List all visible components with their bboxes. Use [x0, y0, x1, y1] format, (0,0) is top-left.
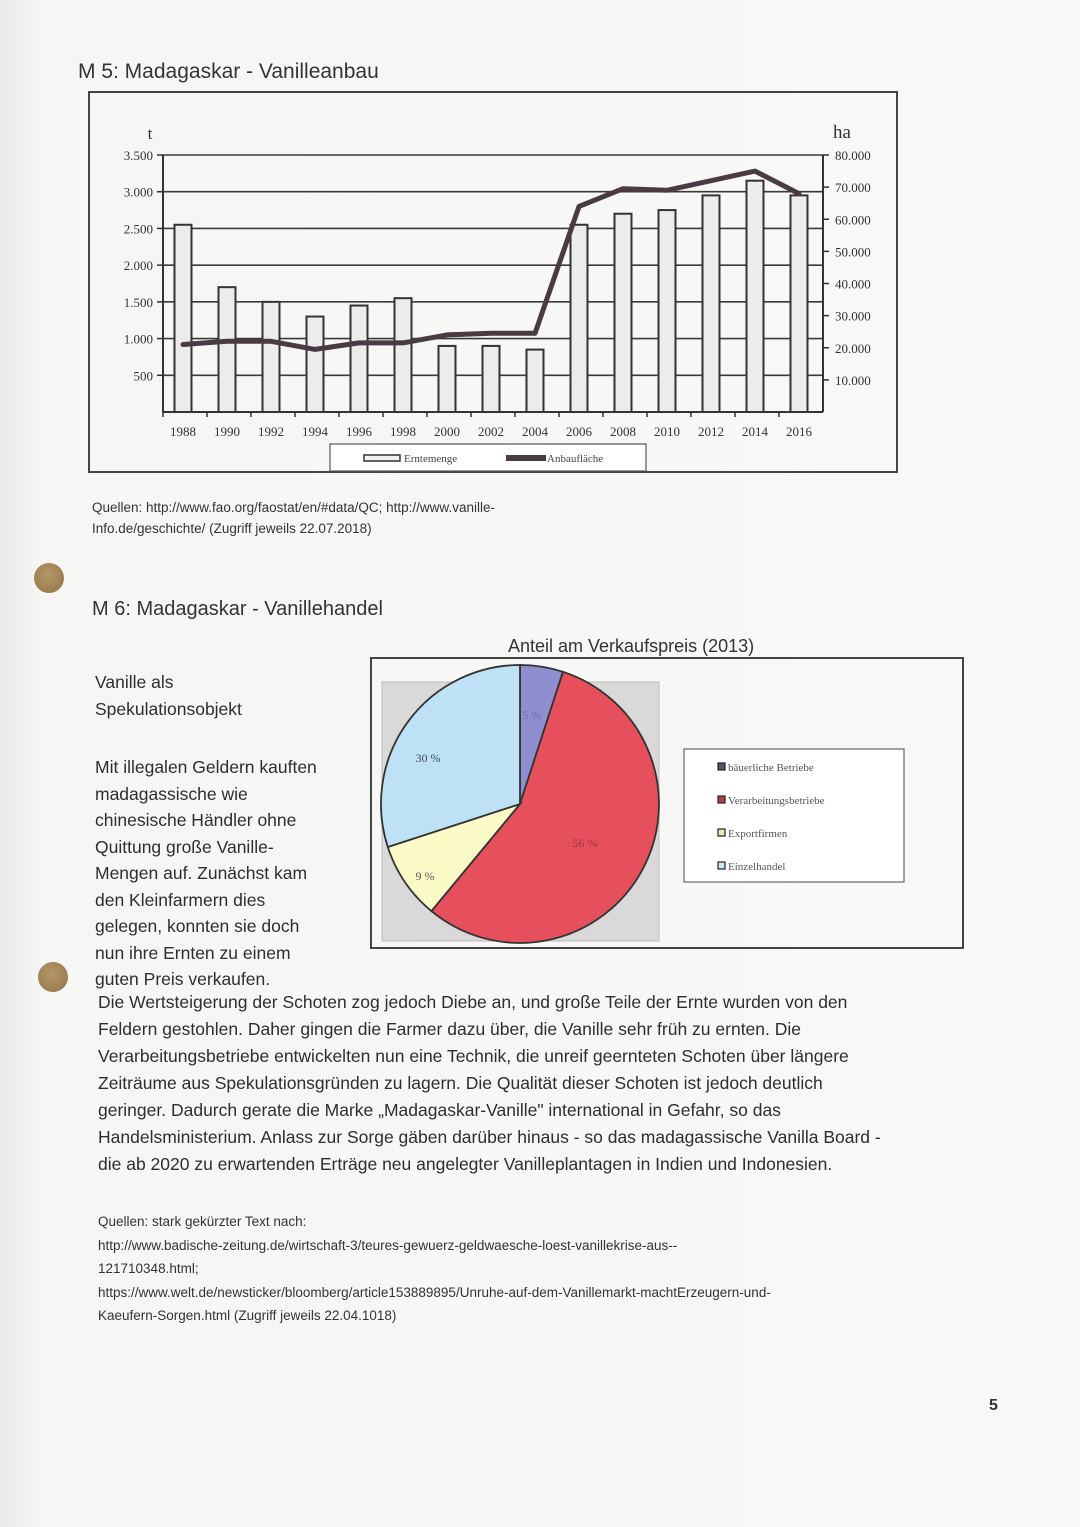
harvest-bar	[307, 317, 324, 412]
harvest-bar	[439, 346, 456, 412]
svg-text:500: 500	[133, 368, 153, 384]
svg-text:Exportfirmen: Exportfirmen	[728, 828, 788, 840]
svg-text:2014: 2014	[742, 424, 768, 439]
pie-chart-title: Anteil am Verkaufspreis (2013)	[508, 636, 755, 656]
svg-text:2010: 2010	[654, 424, 680, 439]
svg-text:2000: 2000	[434, 424, 460, 439]
source-line: 121710348.html;	[98, 1261, 199, 1276]
punch-hole	[38, 962, 68, 992]
harvest-bar	[703, 195, 720, 412]
svg-text:1998: 1998	[390, 424, 416, 439]
svg-text:Erntemenge: Erntemenge	[404, 453, 458, 465]
harvest-bar	[571, 225, 588, 412]
harvest-bar	[263, 302, 280, 412]
m6-title: M 6: Madagaskar - Vanillehandel	[92, 598, 383, 620]
svg-text:2002: 2002	[478, 424, 504, 439]
side-text-line: Mengen auf. Zunächst kam	[95, 863, 308, 883]
side-text-line: Quittung große Vanille-	[95, 836, 274, 857]
svg-text:60.000: 60.000	[835, 212, 871, 228]
svg-text:50.000: 50.000	[835, 244, 871, 260]
svg-text:10.000: 10.000	[835, 372, 871, 388]
pie-legend	[684, 749, 904, 882]
source-line: Kaeufern-Sorgen.html (Zugriff jeweils 22.04.1018)	[98, 1308, 397, 1323]
body-text-line: Handelsministerium. Anlass zur Sorge gäben darüber hinaus - so das madagassische Vanilla Board -	[98, 1127, 881, 1147]
source-line: https://www.welt.de/newsticker/bloomberg/article153889895/Unruhe-auf-dem-Vanillemarkt-machtErzeugern-und-	[98, 1284, 771, 1300]
side-text-line: nun ihre Ernten zu einem	[95, 942, 291, 963]
harvest-bar	[791, 195, 808, 412]
side-text-line: den Kleinfarmern dies	[95, 889, 266, 910]
m6-subtitle-line: Spekulationsobjekt	[95, 698, 242, 719]
svg-text:1990: 1990	[214, 424, 240, 439]
side-text-line: Mit illegalen Geldern kauften	[95, 757, 317, 777]
body-text-line: Die Wertsteigerung der Schoten zog jedoch Diebe an, und große Teile der Ernte wurden von den	[98, 992, 848, 1012]
svg-text:1988: 1988	[170, 424, 196, 439]
m6-subtitle-line: Vanille als	[95, 672, 174, 692]
svg-text:2004: 2004	[522, 424, 548, 439]
side-text-line: madagassische wie	[95, 783, 248, 804]
svg-text:30.000: 30.000	[835, 308, 871, 324]
harvest-bar	[351, 306, 368, 412]
m6-pie-chart	[370, 657, 964, 949]
svg-text:3.500: 3.500	[123, 148, 153, 163]
svg-text:2.500: 2.500	[123, 221, 153, 237]
m5-combo-chart	[88, 91, 898, 473]
m6-source	[98, 1210, 771, 1328]
body-text-line: Zeiträume aus Spekulationsgründen zu lagern. Die Qualität dieser Schoten ist jedoch deutlich	[98, 1073, 823, 1093]
svg-text:t: t	[147, 124, 153, 143]
svg-text:ha: ha	[833, 122, 851, 143]
svg-text:1.500: 1.500	[123, 294, 153, 310]
svg-text:3.000: 3.000	[123, 184, 153, 200]
chart-legend	[330, 444, 646, 471]
m5-source-line: Quellen: http://www.fao.org/faostat/en/#data/QC; http://www.vanille-	[92, 500, 495, 515]
body-text-line: die ab 2020 zu erwartenden Erträge neu angelegter Vanilleplantagen in Indien und Indonesien.	[98, 1154, 833, 1174]
svg-text:2.000: 2.000	[123, 258, 153, 274]
side-text-line: gelegen, konnten sie doch	[95, 916, 300, 936]
harvest-bar	[483, 346, 500, 412]
svg-text:30 %: 30 %	[415, 751, 441, 765]
svg-text:2006: 2006	[566, 424, 592, 439]
body-text-line: Verarbeitungsbetriebe entwickelten nun eine Technik, die unreif geernteten Schoten über längere	[98, 1046, 849, 1066]
svg-text:2008: 2008	[610, 424, 636, 439]
harvest-bar	[615, 214, 632, 412]
source-line: http://www.badische-zeitung.de/wirtschaft-3/teures-gewuerz-geldwaesche-loest-vanillekrise-aus--	[98, 1237, 678, 1253]
svg-text:5 %: 5 %	[522, 708, 542, 722]
m5-title: M 5: Madagaskar - Vanilleanbau	[78, 60, 379, 83]
svg-text:bäuerliche Betriebe: bäuerliche Betriebe	[728, 762, 814, 774]
punch-hole	[34, 563, 64, 593]
svg-text:1996: 1996	[346, 424, 372, 439]
svg-text:Anbaufläche: Anbaufläche	[547, 453, 604, 465]
m6-side-paragraph	[95, 754, 317, 993]
m5-source	[92, 497, 495, 539]
svg-text:1.000: 1.000	[123, 331, 153, 347]
harvest-bar	[395, 298, 412, 412]
side-text-line: chinesische Händler ohne	[95, 810, 297, 830]
svg-text:80.000: 80.000	[835, 148, 871, 163]
m5-source-line: Info.de/geschichte/ (Zugriff jeweils 22.07.2018)	[92, 521, 372, 536]
m6-body-paragraph	[98, 989, 998, 1178]
body-text-line: geringer. Dadurch gerate die Marke „Madagaskar-Vanille" international in Gefahr, so das	[98, 1100, 781, 1120]
svg-text:9 %: 9 %	[415, 869, 435, 883]
svg-text:56 %: 56 %	[572, 836, 598, 850]
svg-text:40.000: 40.000	[835, 276, 871, 292]
harvest-bar	[175, 225, 192, 412]
source-line: Quellen: stark gekürzter Text nach:	[98, 1214, 307, 1229]
svg-text:1992: 1992	[258, 424, 284, 439]
svg-text:Einzelhandel: Einzelhandel	[728, 861, 786, 873]
harvest-bar	[527, 350, 544, 412]
svg-text:20.000: 20.000	[835, 340, 871, 356]
m6-subtitle	[95, 669, 242, 722]
svg-text:2012: 2012	[698, 424, 724, 439]
harvest-bar	[659, 210, 676, 412]
harvest-bar	[219, 287, 236, 412]
side-text-line: guten Preis verkaufen.	[95, 969, 271, 989]
harvest-bar	[747, 181, 764, 412]
svg-text:Verarbeitungsbetriebe: Verarbeitungsbetriebe	[728, 795, 825, 807]
svg-text:1994: 1994	[302, 424, 328, 439]
svg-text:70.000: 70.000	[835, 180, 871, 196]
svg-text:2016: 2016	[786, 424, 812, 439]
body-text-line: Feldern gestohlen. Daher gingen die Farmer dazu über, die Vanille sehr früh zu ernten. Die	[98, 1019, 801, 1039]
page-number: 5	[989, 1397, 998, 1414]
